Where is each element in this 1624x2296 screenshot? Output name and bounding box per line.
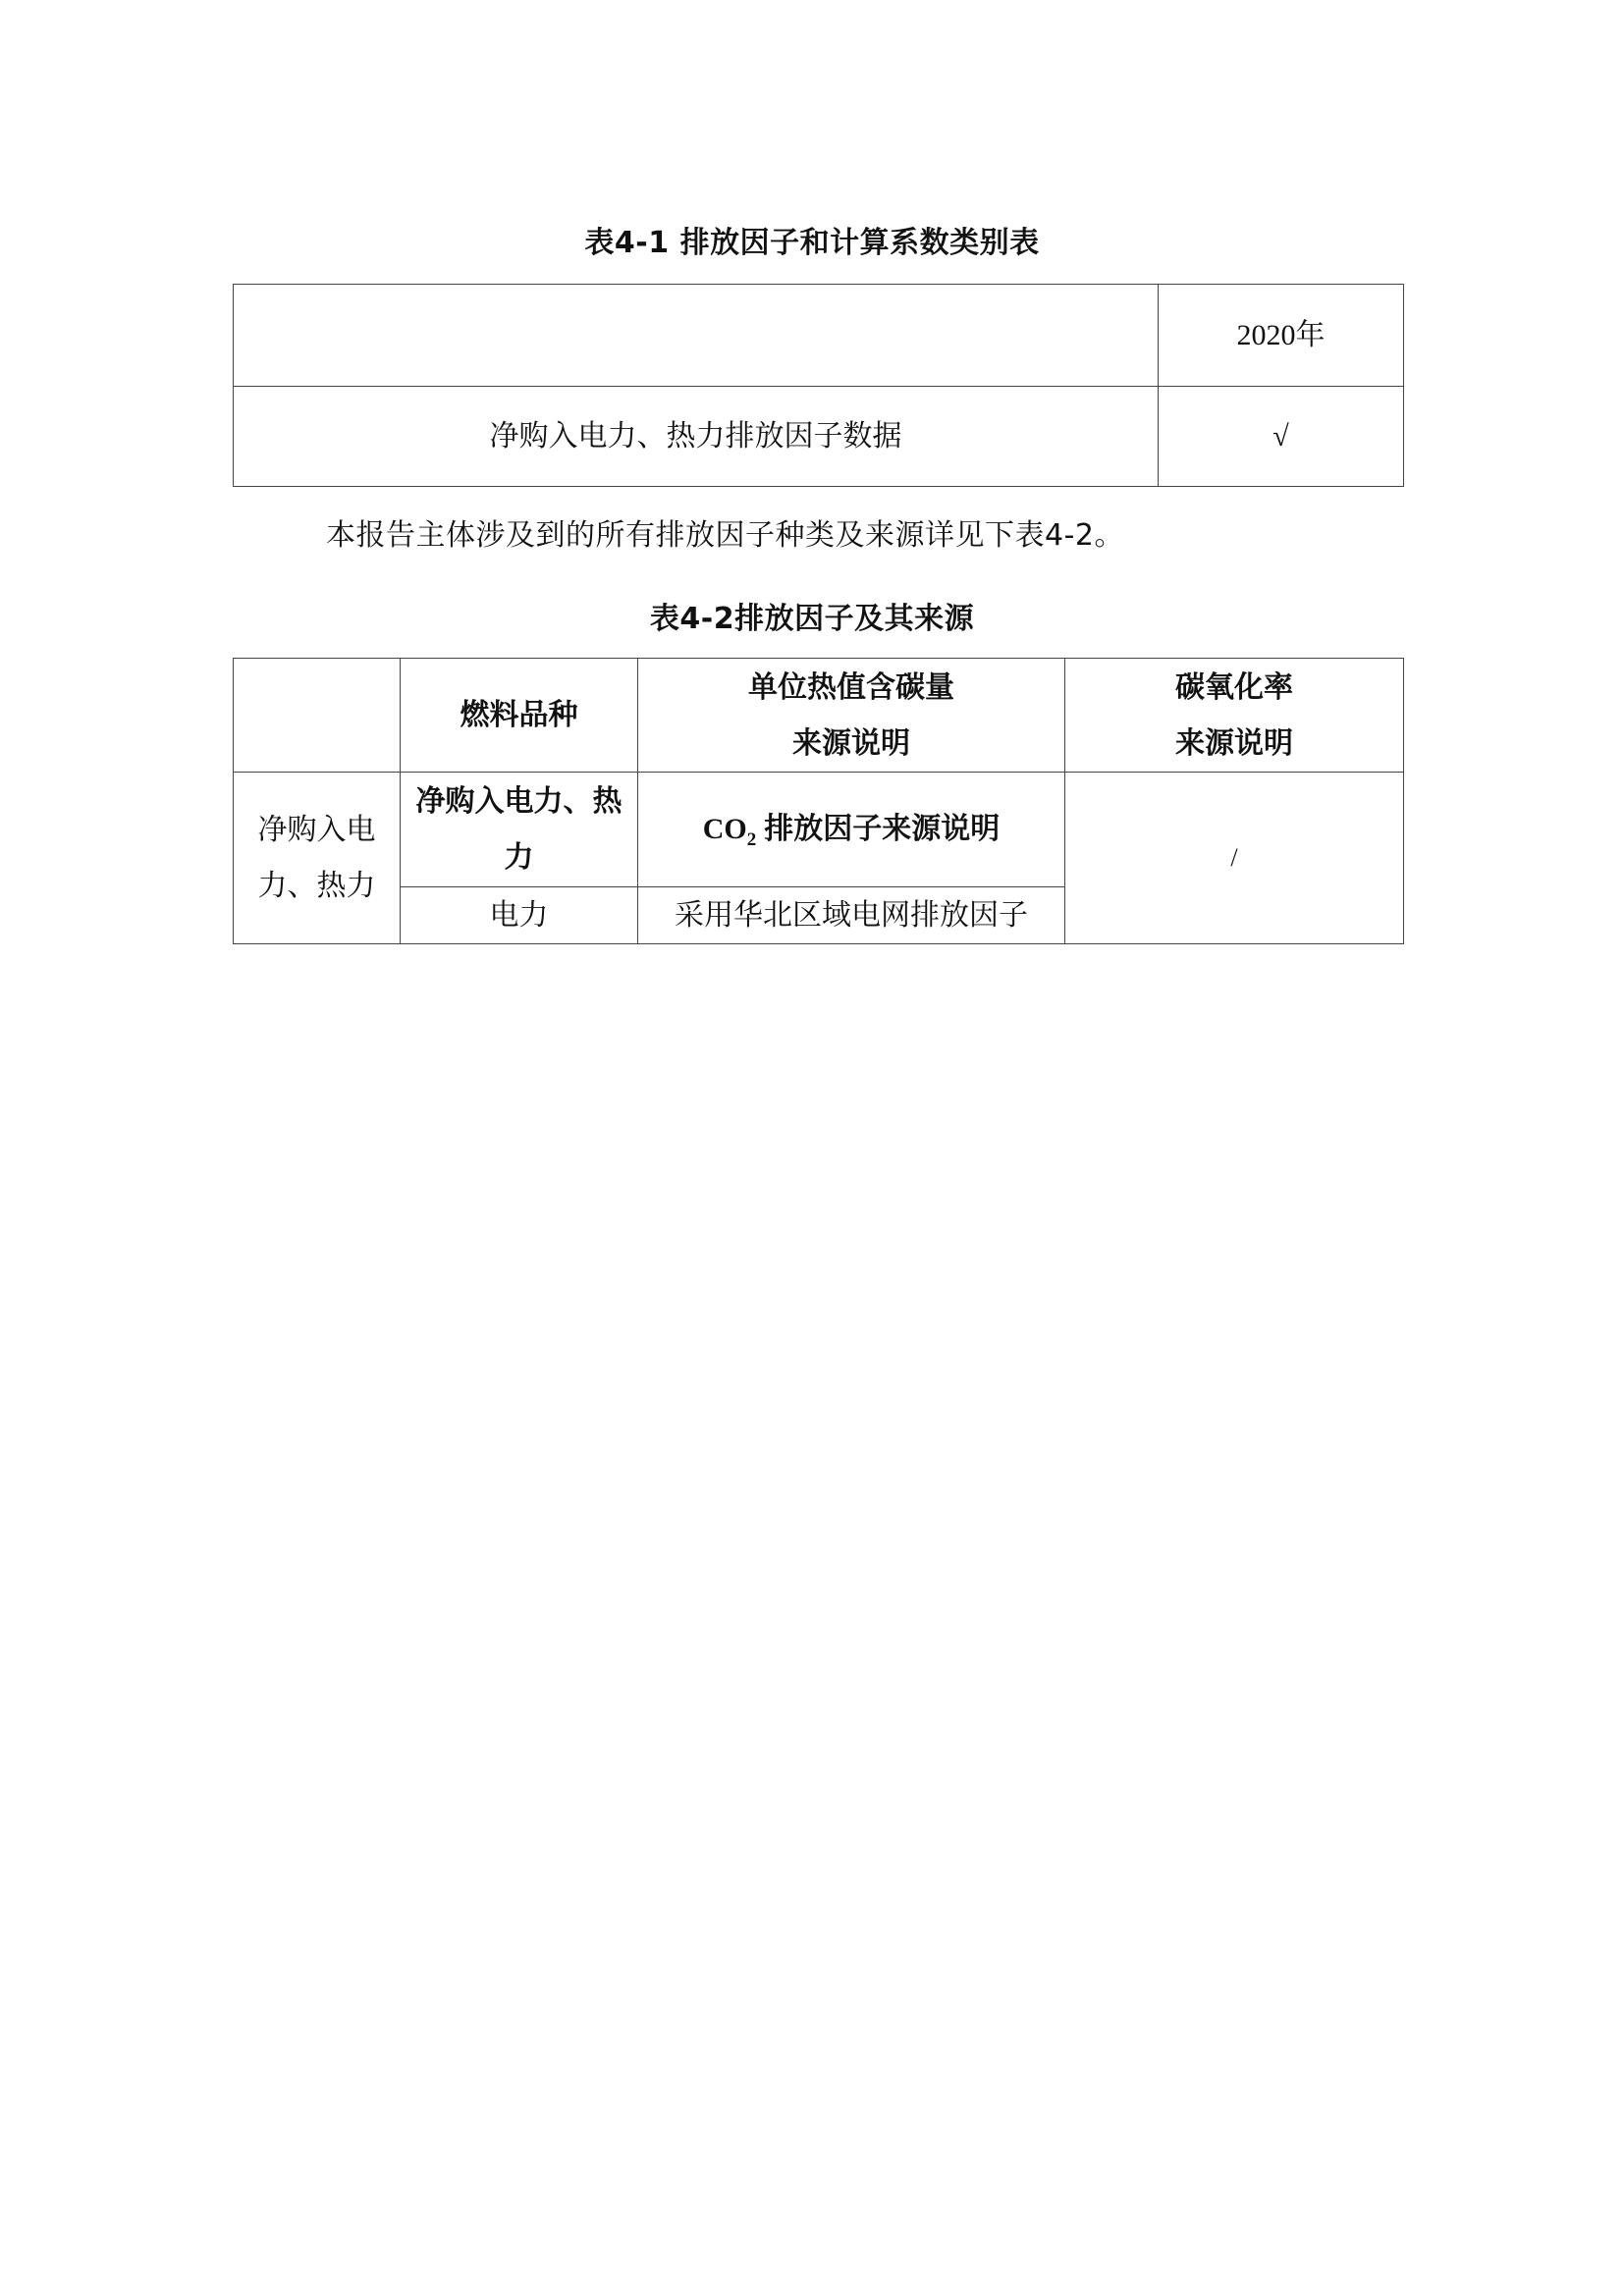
table2-header-fuel-type: 燃料品种 <box>401 659 638 773</box>
table1-row-check: √ <box>1159 387 1404 487</box>
table1-caption: 表4-1 排放因子和计算系数类别表 <box>584 226 1040 260</box>
body-paragraph: 本报告主体涉及到的所有排放因子种类及来源详见下表4-2。 <box>326 518 1124 553</box>
table1-row-label: 净购入电力、热力排放因子数据 <box>234 387 1159 487</box>
co2-suffix: 排放因子来源说明 <box>764 811 1001 846</box>
carbon-content-line2: 来源说明 <box>792 725 910 761</box>
oxidation-rate-line1: 碳氧化率 <box>1175 669 1293 705</box>
table2-subheader-fuel: 净购入电力、热力 <box>401 773 638 887</box>
oxidation-rate-line2: 来源说明 <box>1175 725 1293 761</box>
table2-source-description: 采用华北区域电网排放因子 <box>638 887 1065 944</box>
table2-header-blank <box>234 659 401 773</box>
carbon-content-line1: 单位热值含碳量 <box>748 669 954 705</box>
table2-caption: 表4-2排放因子及其来源 <box>649 602 975 636</box>
table2-fuel-electricity: 电力 <box>401 887 638 944</box>
table1-header-blank <box>234 285 1159 387</box>
co2-subscript: 2 <box>746 828 757 850</box>
table-row <box>234 387 1404 487</box>
table1-header-year: 2020年 <box>1159 285 1404 387</box>
table2-subheader-co2 <box>638 773 1065 887</box>
co2-prefix: CO <box>702 812 747 845</box>
table2-header-carbon-content <box>638 659 1065 773</box>
emission-factor-category-table <box>233 284 1404 487</box>
table2-oxidation-value: / <box>1065 773 1404 944</box>
table2-group-label: 净购入电力、热力 <box>234 773 401 944</box>
table-row <box>234 659 1404 773</box>
table2-header-oxidation-rate <box>1065 659 1404 773</box>
table-row <box>234 773 1404 887</box>
emission-factor-source-table <box>233 658 1404 944</box>
table-row <box>234 285 1404 387</box>
